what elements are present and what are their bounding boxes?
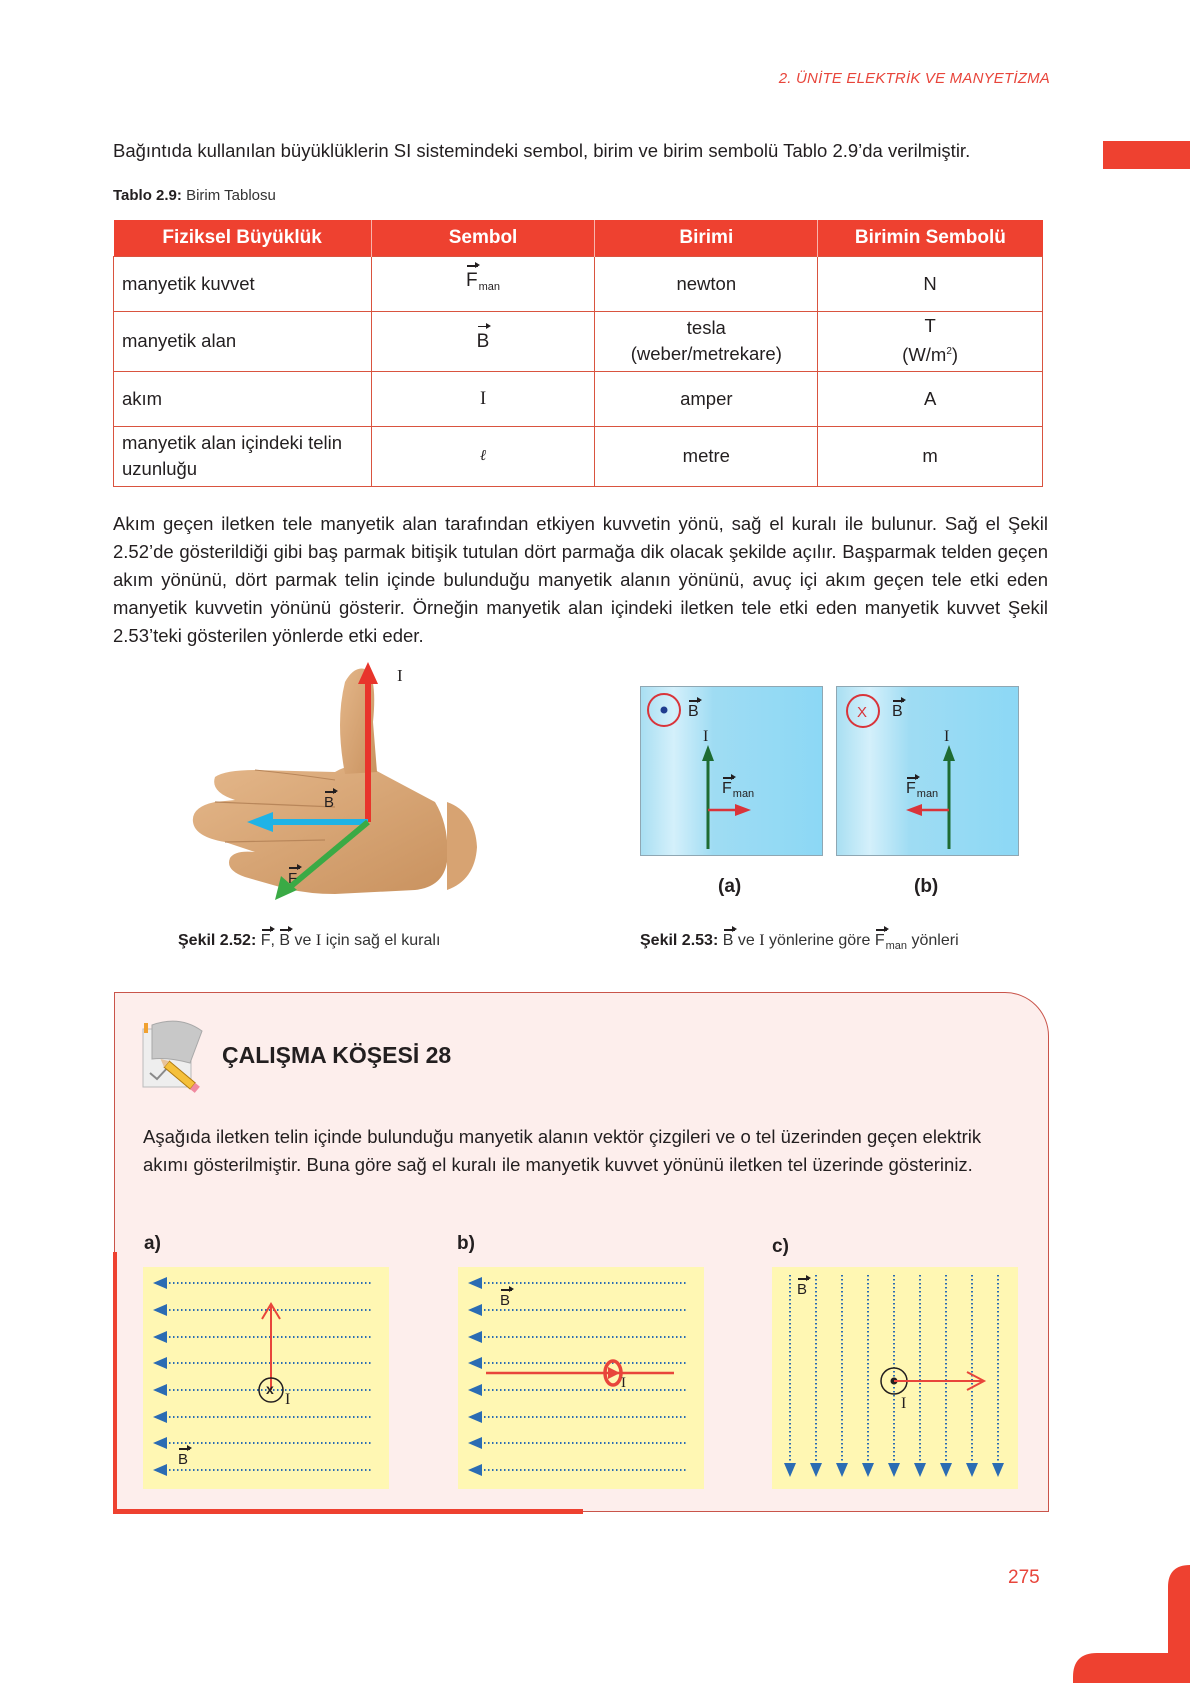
cell-unit-symbol: A <box>818 371 1043 426</box>
caption-label: Şekil 2.53: <box>640 932 719 949</box>
intro-paragraph: Bağıntıda kullanılan büyüklüklerin SI sistemindeki sembol, birim ve birim sembolü Tablo 2.9’da verilmiştir. <box>113 140 971 161</box>
study-corner-accent-bottom <box>113 1509 583 1514</box>
caption-i: I <box>759 932 765 949</box>
header-unit: Birimi <box>595 220 818 256</box>
study-corner-instructions: Aşağıda iletken telin içinde bulunduğu manyetik alanın vektör çizgileri ve o tel üzerinden geçen elektrik akımı gösterilmiştir. Buna göre sağ el kuralı ile manyetik kuvvet yönünü iletken tel üzerinde gösteriniz. <box>143 1126 982 1175</box>
page-number: 275 <box>1008 1567 1040 1588</box>
panel-b-label: (b) <box>914 876 939 897</box>
cell-unit-symbol: m <box>818 426 1043 486</box>
table-caption-text: Birim Tablosu <box>186 187 276 204</box>
header-quantity: Fiziksel Büyüklük <box>114 220 372 256</box>
field-arrowheads <box>468 1277 482 1476</box>
field-label: B <box>324 794 335 811</box>
force-label: F <box>288 870 298 887</box>
unit-header: 2. ÜNİTE ELEKTRİK VE MANYETİZMA <box>778 70 1050 87</box>
cell-unit: newton <box>595 256 818 311</box>
caption-rest: için sağ el kuralı <box>325 932 441 949</box>
force-label <box>906 780 938 800</box>
exercise-c-diagram <box>772 1267 1018 1489</box>
cell-unit: metre <box>595 426 818 486</box>
cell-symbol <box>371 256 595 311</box>
caption-label: Şekil 2.52: <box>178 932 257 949</box>
page-corner-decoration <box>1073 1565 1190 1683</box>
table-row <box>114 256 1043 311</box>
panel-a-diagram <box>641 687 824 857</box>
side-tab-marker <box>1103 141 1190 169</box>
field-label: B <box>500 1292 511 1309</box>
table-row <box>114 371 1043 426</box>
caption-end: yönleri <box>911 932 959 949</box>
unit-symbol-close: ) <box>951 344 959 366</box>
unit-symbol-base: (W/m <box>902 344 947 366</box>
unit-symbol-line2 <box>818 339 1042 368</box>
units-table <box>113 220 1043 487</box>
force-symbol: F <box>722 780 732 797</box>
figure-253-caption <box>640 932 959 952</box>
field-arrowheads <box>784 1463 1004 1477</box>
field-label: B <box>892 703 903 720</box>
caption-ve: ve <box>294 932 312 949</box>
exercise-a-panel <box>143 1267 389 1489</box>
field-arrowheads <box>153 1277 167 1476</box>
table-row <box>114 426 1043 486</box>
field-label: B <box>797 1281 808 1298</box>
current-label: I <box>944 728 950 745</box>
cell-quantity: manyetik kuvvet <box>114 256 372 311</box>
cell-quantity: manyetik alan içindeki telin uzunluğu <box>114 426 372 486</box>
unit-line1: tesla <box>686 317 726 338</box>
hand-illustration <box>185 662 485 902</box>
cell-symbol: ℓ <box>371 426 595 486</box>
caption-f: F <box>874 932 885 949</box>
table-caption-label: Tablo 2.9: <box>113 187 182 204</box>
unit-symbol-exponent: 2 <box>946 346 952 358</box>
cell-symbol <box>371 311 595 371</box>
panel-a <box>640 686 823 856</box>
caption-ve: ve <box>737 932 755 949</box>
current-label: I <box>397 666 403 685</box>
cell-unit-symbol <box>818 311 1043 371</box>
table-row <box>114 311 1043 371</box>
field-label: B <box>178 1451 189 1468</box>
current-symbol: x <box>266 1381 274 1397</box>
figure-252-caption <box>178 932 440 950</box>
exercise-b-label: b) <box>457 1233 475 1254</box>
svg-text:X: X <box>857 704 868 721</box>
cell-unit-symbol: N <box>818 256 1043 311</box>
force-subscript: man <box>732 788 755 800</box>
force-label <box>722 780 754 800</box>
table-header-row <box>114 220 1043 256</box>
header-unit-symbol: Birimin Sembolü <box>818 220 1043 256</box>
caption-sep: , <box>270 932 275 949</box>
exercise-c-label: c) <box>772 1236 789 1257</box>
right-hand-rule-figure <box>185 662 485 902</box>
cell-symbol: I <box>371 371 595 426</box>
caption-f: F <box>260 932 271 949</box>
body-paragraph: Akım geçen iletken tele manyetik alan tarafından etkiyen kuvvetin yönü, sağ el kuralı ile bulunur. Sağ el Şekil 2.52’de gösterildiği gibi baş parmak bitişik tutulan dört parmağa dik olacak şekilde açılır. Başparmak telden geçen akım yönünü, dört parmak telin içinde bulunduğu manyetik alanın yönünü, avuç içi akım geçen tele etki eden manyetik kuvvetin yönünü gösterir. Örneğin manyetik alan içindeki iletken tele etki eden manyetik kuvvet Şekil 2.53’teki gösterilen yönlerde etki eder. <box>113 513 1048 646</box>
cell-quantity: akım <box>114 371 372 426</box>
force-vector-symbol: F <box>466 268 478 294</box>
study-corner-accent-left <box>113 1252 117 1513</box>
exercise-b-panel <box>458 1267 704 1489</box>
study-corner-title: ÇALIŞMA KÖŞESİ 28 <box>222 1042 452 1068</box>
panel-b-diagram <box>837 687 1020 857</box>
table-caption <box>113 187 276 204</box>
current-label: I <box>901 1395 907 1412</box>
caption-f-sub: man <box>885 940 908 952</box>
force-subscript: man <box>916 788 939 800</box>
exercise-b-diagram <box>458 1267 704 1489</box>
exercise-c-panel <box>772 1267 1018 1489</box>
caption-mid: yönlerine göre <box>769 932 871 949</box>
cell-unit <box>595 311 818 371</box>
notepad-pencil-icon <box>140 1015 208 1095</box>
cell-unit: amper <box>595 371 818 426</box>
symbol-subscript: man <box>478 281 501 293</box>
header-symbol: Sembol <box>371 220 595 256</box>
field-vector-symbol: B <box>477 329 490 355</box>
caption-i: I <box>315 932 322 949</box>
current-label: I <box>703 728 709 745</box>
cell-quantity: manyetik alan <box>114 311 372 371</box>
unit-symbol-line1: T <box>924 315 936 337</box>
force-symbol: F <box>906 780 916 797</box>
caption-b: B <box>722 932 734 949</box>
panel-b <box>836 686 1019 856</box>
panel-a-label: (a) <box>718 876 742 897</box>
exercise-a-label: a) <box>144 1233 161 1254</box>
current-label: I <box>285 1391 291 1408</box>
caption-b: B <box>279 932 291 949</box>
field-label: B <box>688 703 699 720</box>
current-label: I <box>621 1375 626 1391</box>
unit-line2: (weber/metrekare) <box>630 343 782 364</box>
